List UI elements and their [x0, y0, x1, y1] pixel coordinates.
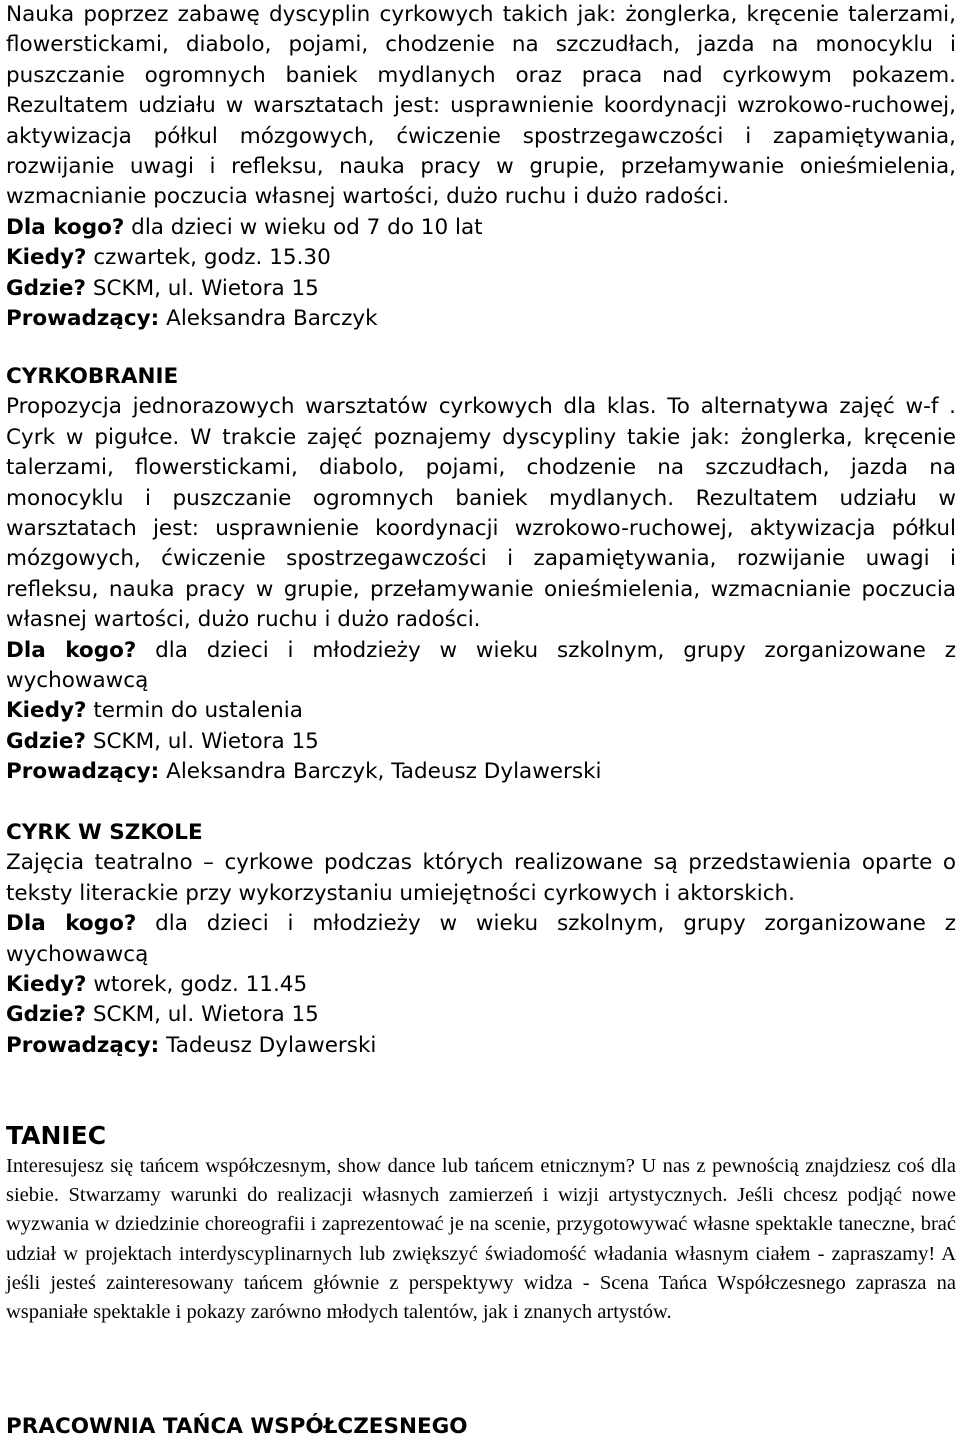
where-row: [6, 274, 956, 304]
section-heading: CYRK W SZKOLE: [6, 820, 203, 845]
where-value: SCKM, ul. Wietora 15: [85, 1002, 319, 1028]
leader-label: Prowadzący:: [6, 1032, 160, 1058]
when-row: [6, 243, 956, 273]
where-value: SCKM, ul. Wietora 15: [85, 728, 319, 754]
intro-paragraph: Nauka poprzez zabawę dyscyplin cyrkowych takich jak: żonglerka, kręcenie talerzami, flowerstickami, diabolo, pojami, chodzenie na szczudłach, jazda na monocyklu i puszczanie ogromnych baniek mydlanych oraz praca nad cyrkowym pokazem. Rezultatem udziału w warsztatach jest: usprawnienie koordynacji wzrokowo-ruchowej, aktywizacja półkul mózgowych, ćwiczenie spostrzegawczości i zapamiętywania, rozwijanie uwagi i refleksu, nauka pracy w grupie, przełamywanie onieśmielenia, wzmacnianie poczucia własnej wartości, dużo ruchu i dużo radości.: [6, 2, 956, 210]
when-label: Kiedy?: [6, 245, 87, 271]
leader-value: Aleksandra Barczyk, Tadeusz Dylawerski: [159, 759, 602, 785]
when-label: Kiedy?: [6, 972, 87, 998]
where-label: Gdzie?: [6, 728, 86, 754]
for-whom-row: [6, 636, 956, 697]
section-paragraph: Interesujesz się tańcem współczesnym, show dance lub tańcem etnicznym? U nas z pewnością znajdziesz coś dla siebie. Stwarzamy warunki do realizacji własnych zamierzeń i wizji artystycznych. Jeśli chcesz podjąć nowe wyzwania w dziedzinie choreografii i zaprezentować je na scenie, przygotowywać własne spektakle taneczne, brać udział w projektach interdyscyplinarnych lub zwiększyć świadomość władania własnym ciałem - zapraszamy! A jeśli jesteś zainteresowany tańcem głównie z perspektywy widza - Scena Tańca Współczesnego zaprasza na wspaniałe spektakle i pokazy zarówno młodych talentów, jak i znanych artystów.: [6, 1155, 956, 1324]
when-value: czwartek, godz. 15.30: [86, 245, 331, 271]
when-label: Kiedy?: [6, 698, 87, 724]
where-value: SCKM, ul. Wietora 15: [85, 275, 319, 301]
when-row: [6, 696, 956, 726]
when-value: wtorek, godz. 11.45: [86, 972, 308, 998]
for-whom-row: [6, 213, 956, 243]
where-label: Gdzie?: [6, 275, 86, 301]
section-heading: PRACOWNIA TAŃCA WSPÓŁCZESNEGO: [6, 1414, 468, 1439]
where-label: Gdzie?: [6, 1002, 86, 1028]
section-taniec: [6, 1120, 956, 1327]
leader-row: [6, 757, 956, 787]
for-whom-row: [6, 909, 956, 970]
section-heading: TANIEC: [6, 1121, 107, 1150]
leader-label: Prowadzący:: [6, 759, 160, 785]
leader-value: Aleksandra Barczyk: [159, 306, 378, 332]
section-circus-workshops: [6, 0, 956, 334]
section-heading: CYRKOBRANIE: [6, 364, 179, 389]
section-paragraph: Propozycja jednorazowych warsztatów cyrkowych dla klas. To alternatywa zajęć w-f . Cyrk w pigułce. W trakcie zajęć poznajemy dyscypliny takie jak: żonglerka, kręcenie talerzami, flowerstickami, diabolo, pojami, chodzenie na szczudłach, jazda na monocyklu i puszczanie ogromnych baniek mydlanych. Rezultatem udziału w warsztatach jest: usprawnienie koordynacji wzrokowo-ruchowej, aktywizacja półkul mózgowych, ćwiczenie spostrzegawczości i zapamiętywania, rozwijanie uwagi i refleksu, nauka pracy w grupie, przełamywanie onieśmielenia, wzmacnianie poczucia własnej wartości, dużo ruchu i dużo radości.: [6, 394, 956, 633]
when-value: termin do ustalenia: [86, 698, 303, 724]
for-whom-label: Dla kogo?: [6, 637, 137, 663]
section-paragraph: Zajęcia teatralno – cyrkowe podczas których realizowane są przedstawienia oparte o teksty literackie przy wykorzystaniu umiejętności cyrkowych i aktorskich.: [6, 850, 956, 906]
for-whom-value: dla dzieci i młodzieży w wieku szkolnym, grupy zorganizowane z wychowawcą: [6, 637, 956, 694]
leader-row: [6, 304, 956, 334]
where-row: [6, 1000, 956, 1030]
leader-label: Prowadzący:: [6, 306, 160, 332]
section-cyrk-w-szkole: [6, 818, 956, 1061]
for-whom-value: dla dzieci i młodzieży w wieku szkolnym, grupy zorganizowane z wychowawcą: [6, 911, 956, 967]
section-cyrkobranie: [6, 362, 956, 788]
for-whom-value: dla dzieci w wieku od 7 do 10 lat: [124, 214, 483, 240]
leader-value: Tadeusz Dylawerski: [159, 1032, 377, 1058]
for-whom-label: Dla kogo?: [6, 214, 125, 240]
when-row: [6, 970, 956, 1000]
section-pracownia: [6, 1412, 956, 1442]
for-whom-label: Dla kogo?: [6, 911, 137, 937]
leader-row: [6, 1031, 956, 1061]
where-row: [6, 727, 956, 757]
